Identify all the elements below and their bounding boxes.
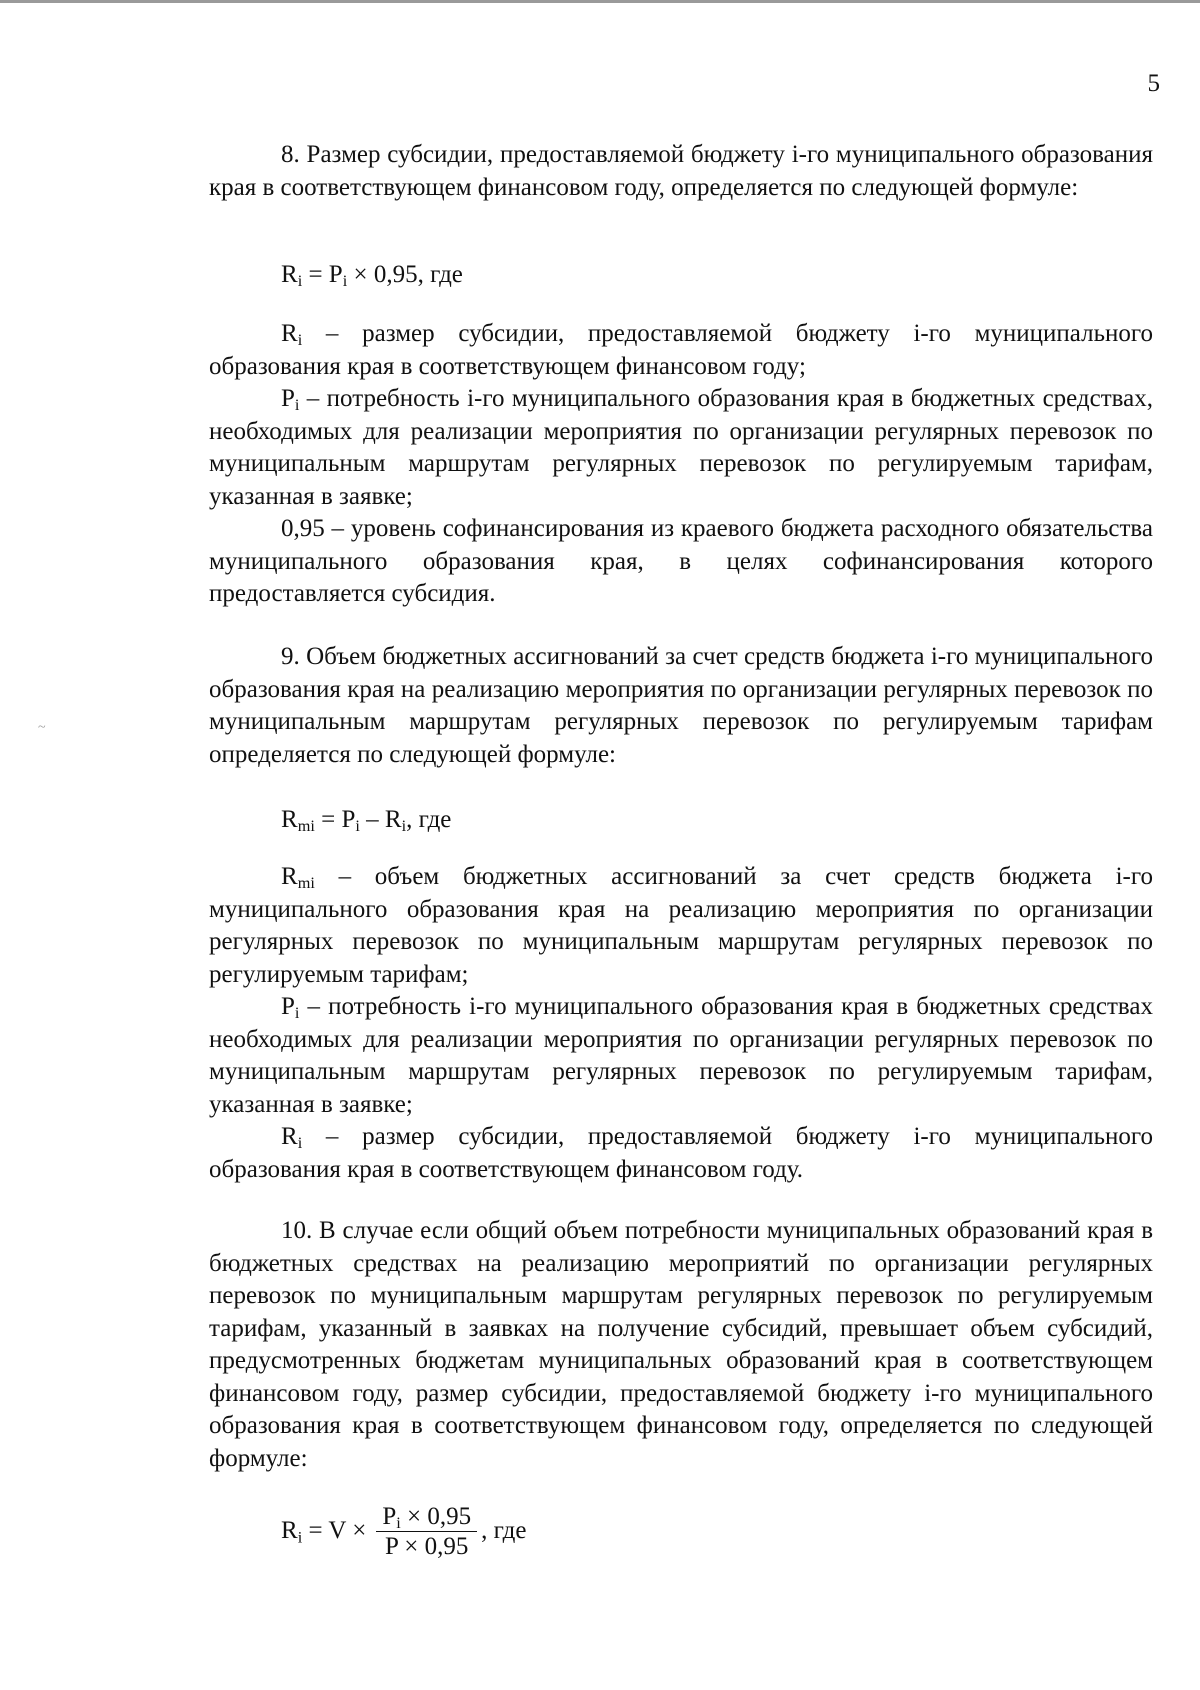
definition-rmi: $R_{mi}$ – объем бюджетных ассигнований за счет средств бюджета i-го муниципального образования края на реализацию мероприятия по организации регулярных перевозок по муниципальным маршрутам регулярных перевозок по регулируемым тарифам; (209, 863, 1153, 988)
definition-ri: $R_i$ – размер субсидии, предоставляемой бюджету i-го муниципального образования края в соответствующем финансовом году; (209, 320, 1153, 380)
section-10-intro: 10. В случае если общий объем потребности муниципальных образований края в бюджетных средствах на реализацию мероприятий по организации регулярных перевозок по муниципальным маршрутам регулярных перевозок по регулируемым тарифам, указанный в заявках на получение субсидий, превышает объем субсидий, предусмотренных бюджетам муниципальных образований края в соответствующем финансовом году, размер субсидии, предоставляемой бюджету i-го муниципального образования края в соответствующем финансовом году, определяется по следующей формуле: (209, 1217, 1153, 1472)
formula-2: $R_{mi} = P_i - R_i$, где (281, 806, 452, 836)
definition-coefficient: 0,95 – уровень софинансирования из краевого бюджета расходного обязательства муниципального образования края, в целях софинансирования которого предоставляется субсидия. (209, 515, 1153, 607)
formula-3: $R_i = V$ × $\frac{P_i \times 0,95}{P \times 0,95}$ , где (281, 1503, 527, 1560)
definition-ri-2: $R_i$ – размер субсидии, предоставляемой бюджету i-го муниципального образования края в соответствующем финансовом году. (209, 1123, 1153, 1183)
fraction-denominator: P × 0,95 (385, 1533, 469, 1560)
scan-speck: ~ (38, 720, 46, 735)
definition-pi-2: $P_i$ – потребность i-го муниципального образования края в бюджетных средствах необходимых для реализации мероприятия по организации регулярных перевозок по муниципальным маршрутам регулярных перевозок по регулируемым тарифам, указанная в заявке; (209, 993, 1153, 1118)
section-9-intro: 9. Объем бюджетных ассигнований за счет средств бюджета i-го муниципального образования края на реализацию мероприятия по организации регулярных перевозок по муниципальным маршрутам регулярных перевозок по регулируемым тарифам определяется по следующей формуле: (209, 643, 1153, 768)
formula-1: $R_i = P_i \times 0,95$, где (281, 261, 463, 291)
fraction (376, 1503, 477, 1562)
section-8-intro: 8. Размер субсидии, предоставляемой бюджету i-го муниципального образования края в соответствующем финансовом году, определяется по следующей формуле: (209, 141, 1153, 201)
definition-pi: $P_i$ – потребность i-го муниципального образования края в бюджетных средствах, необходимых для реализации мероприятия по организации регулярных перевозок по муниципальным маршрутам регулярных перевозок по регулируемым тарифам, указанная в заявке; (209, 385, 1153, 510)
page-number: 5 (1147, 70, 1160, 97)
top-border-line (0, 0, 1200, 3)
formula-1-lhs: R (281, 261, 298, 288)
fraction-numerator: $P_i \times 0,95$ (376, 1503, 477, 1532)
